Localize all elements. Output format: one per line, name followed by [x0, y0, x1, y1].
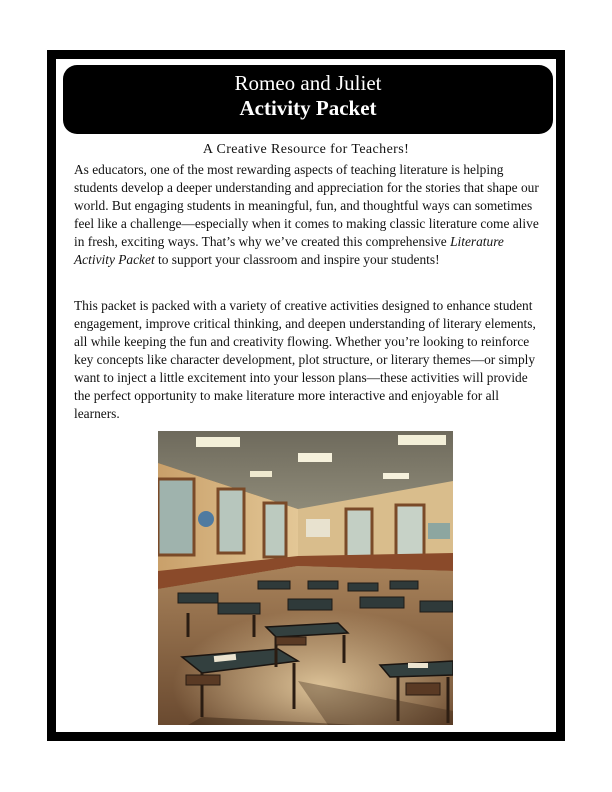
intro-text-end: to support your classroom and inspire your students! — [154, 252, 440, 267]
description-paragraph: This packet is packed with a variety of creative activities designed to enhance student engagement, improve critical thinking, and deepen understanding of literary elements, all while keeping the fun and creativity flowing. Whether you’re looking to reinforce key concepts like character development, plot structure, or literary themes—or simply want to inject a little excitement into your lesson plans—these activities will provide the perfect opportunity to make literature more interactive and enjoyable for all learners. — [74, 298, 536, 421]
page-frame — [47, 50, 565, 741]
page-subtitle-bold: Activity Packet — [239, 96, 377, 120]
intro-text-start: As educators, one of the most rewarding aspects of teaching literature is helping students develop a deeper understanding and appreciation for the stories that shape our world. But engaging students in meaningful, fun, and thoughtful ways can sometimes feel like a challenge—especially when it comes to making classic literature come alive in fresh, exciting ways. That’s why we’ve created this comprehensive — [74, 162, 539, 249]
intro-paragraph — [74, 161, 540, 269]
classroom-photo — [158, 431, 453, 725]
packet-name-emphasis: Literature Activity Packet — [74, 234, 504, 267]
section-heading: A Creative Resource for Teachers! — [202, 142, 410, 157]
page-title: Romeo and Juliet — [234, 71, 382, 95]
title-banner — [63, 65, 553, 134]
